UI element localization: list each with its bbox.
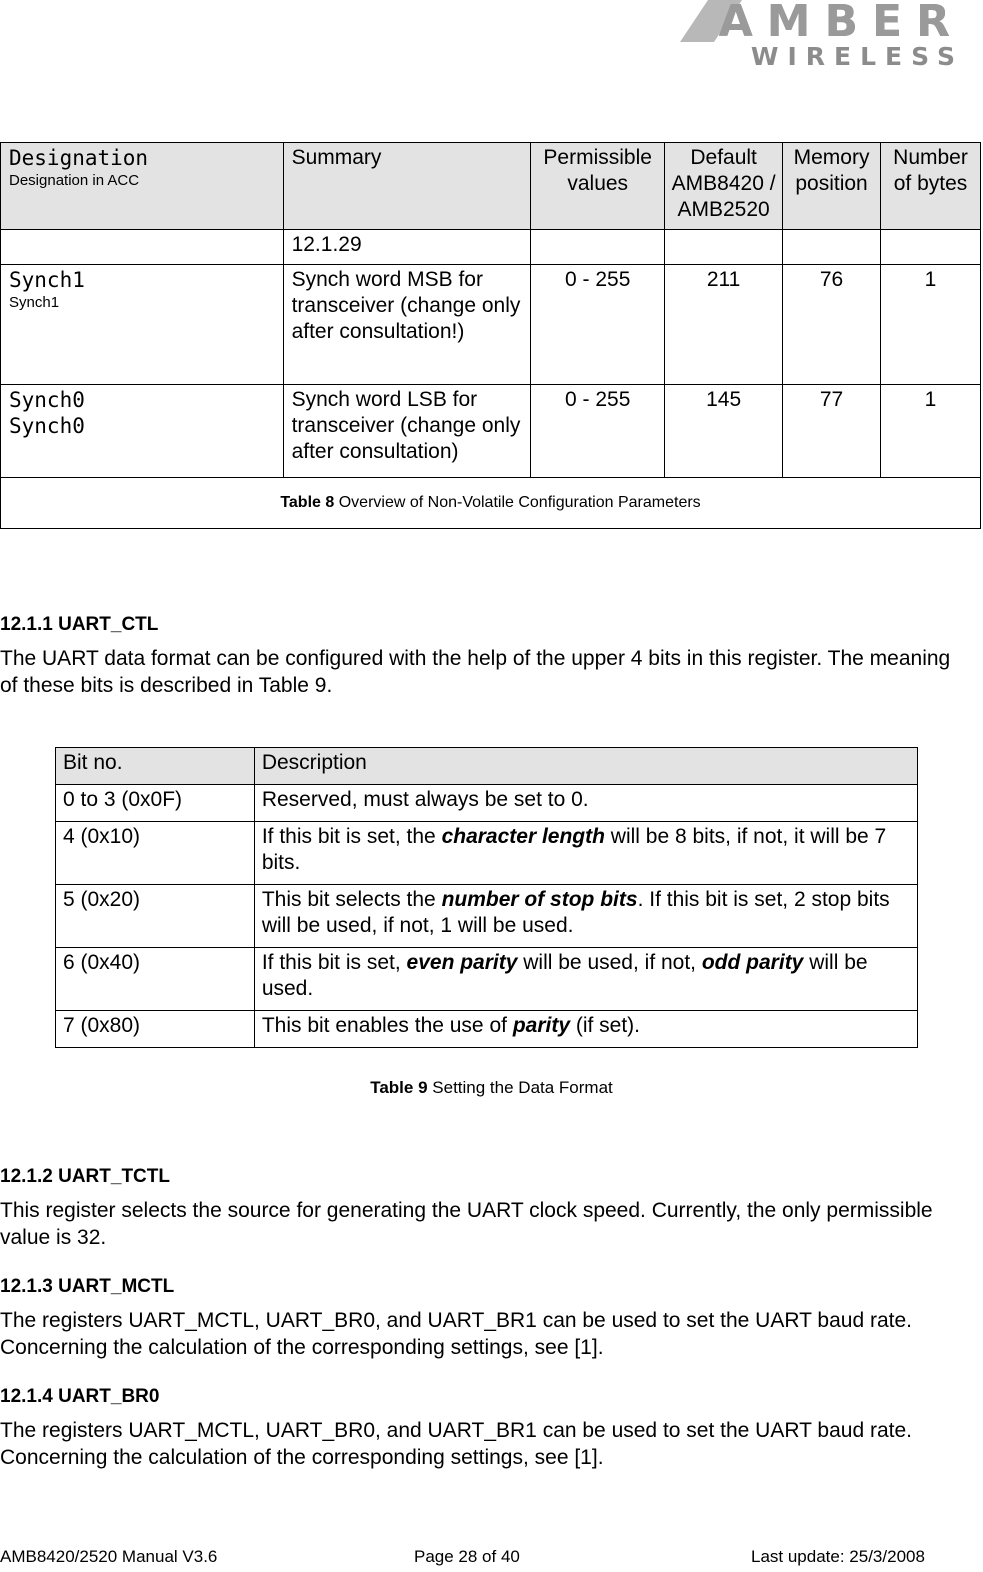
table-cell bbox=[531, 230, 665, 265]
desc-emphasis: parity bbox=[512, 1014, 570, 1037]
desc-emphasis: odd parity bbox=[701, 951, 804, 974]
section-heading-uart-br0: 12.1.4 UART_BR0 bbox=[0, 1386, 160, 1407]
caption-text: Setting the Data Format bbox=[432, 1078, 613, 1097]
amber-wireless-logo bbox=[676, 0, 976, 80]
table-cell-permissible: 0 - 255 bbox=[531, 385, 665, 478]
table-9-caption bbox=[0, 1078, 983, 1098]
table-cell-summary: Synch word LSB for transceiver (change only after consultation) bbox=[283, 385, 531, 478]
param-name: Synch0 bbox=[9, 388, 85, 412]
section-heading-uart-tctl: 12.1.2 UART_TCTL bbox=[0, 1166, 170, 1187]
header-bytes: Number of bytes bbox=[881, 143, 981, 230]
table-cell-permissible: 0 - 255 bbox=[531, 265, 665, 385]
desc-text: This bit selects the bbox=[261, 888, 442, 911]
table-caption-row bbox=[1, 478, 981, 529]
desc-text: will be 8 bits, if not, it will be 7 bits. bbox=[261, 825, 887, 874]
desc-text: If this bit is set, the bbox=[261, 825, 442, 848]
table-cell-default: 211 bbox=[665, 265, 783, 385]
section-body-uart-tctl: This register selects the source for generating the UART clock speed. Currently, the only permissible value is 32. bbox=[0, 1199, 933, 1249]
caption-text: Overview of Non-Volatile Configuration Parameters bbox=[338, 494, 701, 511]
desc-emphasis: character length bbox=[441, 825, 605, 848]
table-cell-summary: Synch word MSB for transceiver (change only after consultation!) bbox=[283, 265, 531, 385]
table-cell-ref: 12.1.29 bbox=[283, 230, 531, 265]
table-cell-description bbox=[254, 885, 917, 948]
caption-label: Table 8 bbox=[280, 494, 335, 511]
footer-page-number: Page 28 of 40 bbox=[414, 1547, 520, 1566]
section-body-uart-mctl: The registers UART_MCTL, UART_BR0, and UART_BR1 can be used to set the UART baud rate. Concerning the calculation of the corresponding settings, see [1]. bbox=[0, 1309, 912, 1359]
table-row-reference bbox=[1, 230, 981, 265]
table-header-row bbox=[56, 748, 918, 785]
desc-text: (if set). bbox=[570, 1014, 641, 1037]
table-row bbox=[56, 885, 918, 948]
table-8-parameters bbox=[0, 142, 981, 529]
desc-text: If this bit is set, bbox=[261, 951, 407, 974]
table-row bbox=[56, 785, 918, 822]
table-cell-bit: 5 (0x20) bbox=[56, 885, 255, 948]
header-designation-sub: Designation in ACC bbox=[9, 172, 140, 189]
table-cell-description bbox=[254, 785, 917, 822]
table-cell-description bbox=[254, 822, 917, 885]
header-default: Default AMB8420 / AMB2520 bbox=[665, 143, 783, 230]
desc-text: will be used. bbox=[261, 951, 868, 1000]
table-cell-memory: 77 bbox=[783, 385, 881, 478]
desc-emphasis: number of stop bits bbox=[441, 888, 638, 911]
table-cell bbox=[665, 230, 783, 265]
table-row bbox=[1, 385, 981, 478]
desc-text: . If this bit is set, 2 stop bits will be used, if not, 1 will be used. bbox=[261, 888, 890, 937]
logo-text-wireless: WIRELESS bbox=[750, 42, 964, 71]
table-cell bbox=[1, 230, 284, 265]
table-cell-memory: 76 bbox=[783, 265, 881, 385]
table-cell-bytes: 1 bbox=[881, 385, 981, 478]
desc-emphasis: even parity bbox=[406, 951, 518, 974]
table-header-row bbox=[1, 143, 981, 230]
header-description: Description bbox=[254, 748, 917, 785]
table-cell-description bbox=[254, 1011, 917, 1048]
desc-text: will be used, if not, bbox=[517, 951, 702, 974]
table-row bbox=[1, 265, 981, 385]
table-cell-default: 145 bbox=[665, 385, 783, 478]
table-cell bbox=[783, 230, 881, 265]
table-cell-description bbox=[254, 948, 917, 1011]
section-body-uart-ctl: The UART data format can be configured with the help of the upper 4 bits in this register. The meaning of these bits is described in Table 9. bbox=[0, 647, 951, 697]
table-cell-designation bbox=[1, 265, 284, 385]
logo-text-amber: AMBER bbox=[718, 0, 964, 47]
desc-text: Reserved, must always be set to 0. bbox=[261, 788, 589, 811]
table-cell-bit: 0 to 3 (0x0F) bbox=[56, 785, 255, 822]
table-cell-bit: 7 (0x80) bbox=[56, 1011, 255, 1048]
table-cell-designation bbox=[1, 385, 284, 478]
header-designation bbox=[1, 143, 284, 230]
header-summary: Summary bbox=[283, 143, 531, 230]
footer-manual-version: AMB8420/2520 Manual V3.6 bbox=[0, 1547, 218, 1566]
header-memory: Memory position bbox=[783, 143, 881, 230]
footer-last-update: Last update: 25/3/2008 bbox=[751, 1547, 925, 1566]
table-cell bbox=[881, 230, 981, 265]
param-acc-name: Synch0 bbox=[9, 414, 85, 438]
section-body-uart-br0: The registers UART_MCTL, UART_BR0, and UART_BR1 can be used to set the UART baud rate. Concerning the calculation of the corresponding settings, see [1]. bbox=[0, 1419, 912, 1469]
table-8-caption bbox=[1, 478, 981, 529]
table-9-data-format bbox=[55, 747, 918, 1048]
param-name: Synch1 bbox=[9, 268, 85, 292]
desc-text: This bit enables the use of bbox=[261, 1014, 513, 1037]
section-heading-uart-mctl: 12.1.3 UART_MCTL bbox=[0, 1276, 175, 1297]
table-row bbox=[56, 1011, 918, 1048]
header-permissible: Permissible values bbox=[531, 143, 665, 230]
header-designation-label: Designation bbox=[9, 146, 149, 170]
table-cell-bytes: 1 bbox=[881, 265, 981, 385]
table-row bbox=[56, 948, 918, 1011]
param-acc-name: Synch1 bbox=[9, 294, 60, 311]
table-cell-bit: 6 (0x40) bbox=[56, 948, 255, 1011]
header-bit-no: Bit no. bbox=[56, 748, 255, 785]
caption-label: Table 9 bbox=[370, 1078, 428, 1097]
table-cell-bit: 4 (0x10) bbox=[56, 822, 255, 885]
table-row bbox=[56, 822, 918, 885]
section-heading-uart-ctl: 12.1.1 UART_CTL bbox=[0, 614, 159, 635]
